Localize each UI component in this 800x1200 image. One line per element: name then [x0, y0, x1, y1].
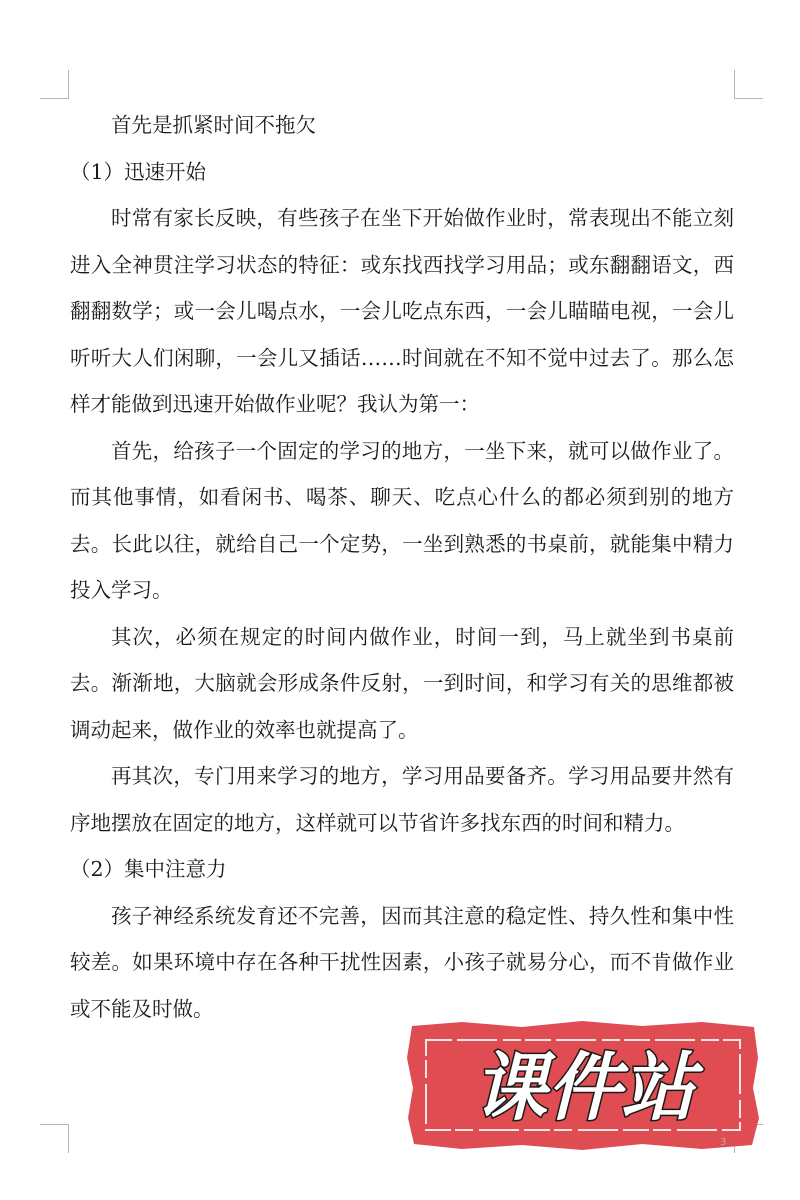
- paragraph: 首先是抓紧时间不拖欠: [111, 113, 316, 137]
- corner-mark-top-right: [734, 70, 763, 99]
- document-body: [70, 102, 734, 1032]
- corner-mark-bottom-left: [40, 1124, 69, 1153]
- paragraph: 首先，给孩子一个固定的学习的地方，一坐下来，就可以做作业了。而其他事情，如看闲书、喝茶、聊天、吃点心什么的都必须到别的地方去。长此以往，就给自己一个定势，一坐到熟悉的书桌前，就能集中精力投入学习。: [70, 438, 734, 602]
- paragraph: 其次，必须在规定的时间内做作业，时间一到，马上就坐到书桌前去。渐渐地，大脑就会形成条件反射，一到时间，和学习有关的思维都被调动起来，做作业的效率也就提高了。: [70, 624, 734, 742]
- section-heading: （1）迅速开始: [70, 159, 207, 184]
- stamp-text: 课件站: [473, 1045, 695, 1131]
- paragraph: 时常有家长反映，有些孩子在坐下开始做作业时，常表现出不能立刻进入全神贯注学习状态的特征：或东找西找学习用品；或东翻翻语文，西翻翻数学；或一会儿喝点水，一会儿吃点东西，一会儿瞄瞄电视，一会儿听听大人们闲聊，一会儿又插话……时间就在不知不觉中过去了。那么怎样才能做到迅速开始做作业呢？我认为第一：: [70, 206, 734, 416]
- page-number: 3: [720, 1137, 727, 1148]
- section-heading: （2）集中注意力: [70, 857, 227, 881]
- corner-mark-top-left: [40, 70, 69, 99]
- paragraph: 再其次，专门用来学习的地方，学习用品要备齐。学习用品要井然有序地摆放在固定的地方，这样就可以节省许多找东西的时间和精力。: [70, 764, 734, 835]
- watermark-stamp: [402, 1018, 764, 1152]
- paragraph: 孩子神经系统发育还不完善，因而其注意的稳定性、持久性和集中性较差。如果环境中存在各种干扰性因素，小孩子就易分心，而不肯做作业或不能及时做。: [70, 903, 734, 1021]
